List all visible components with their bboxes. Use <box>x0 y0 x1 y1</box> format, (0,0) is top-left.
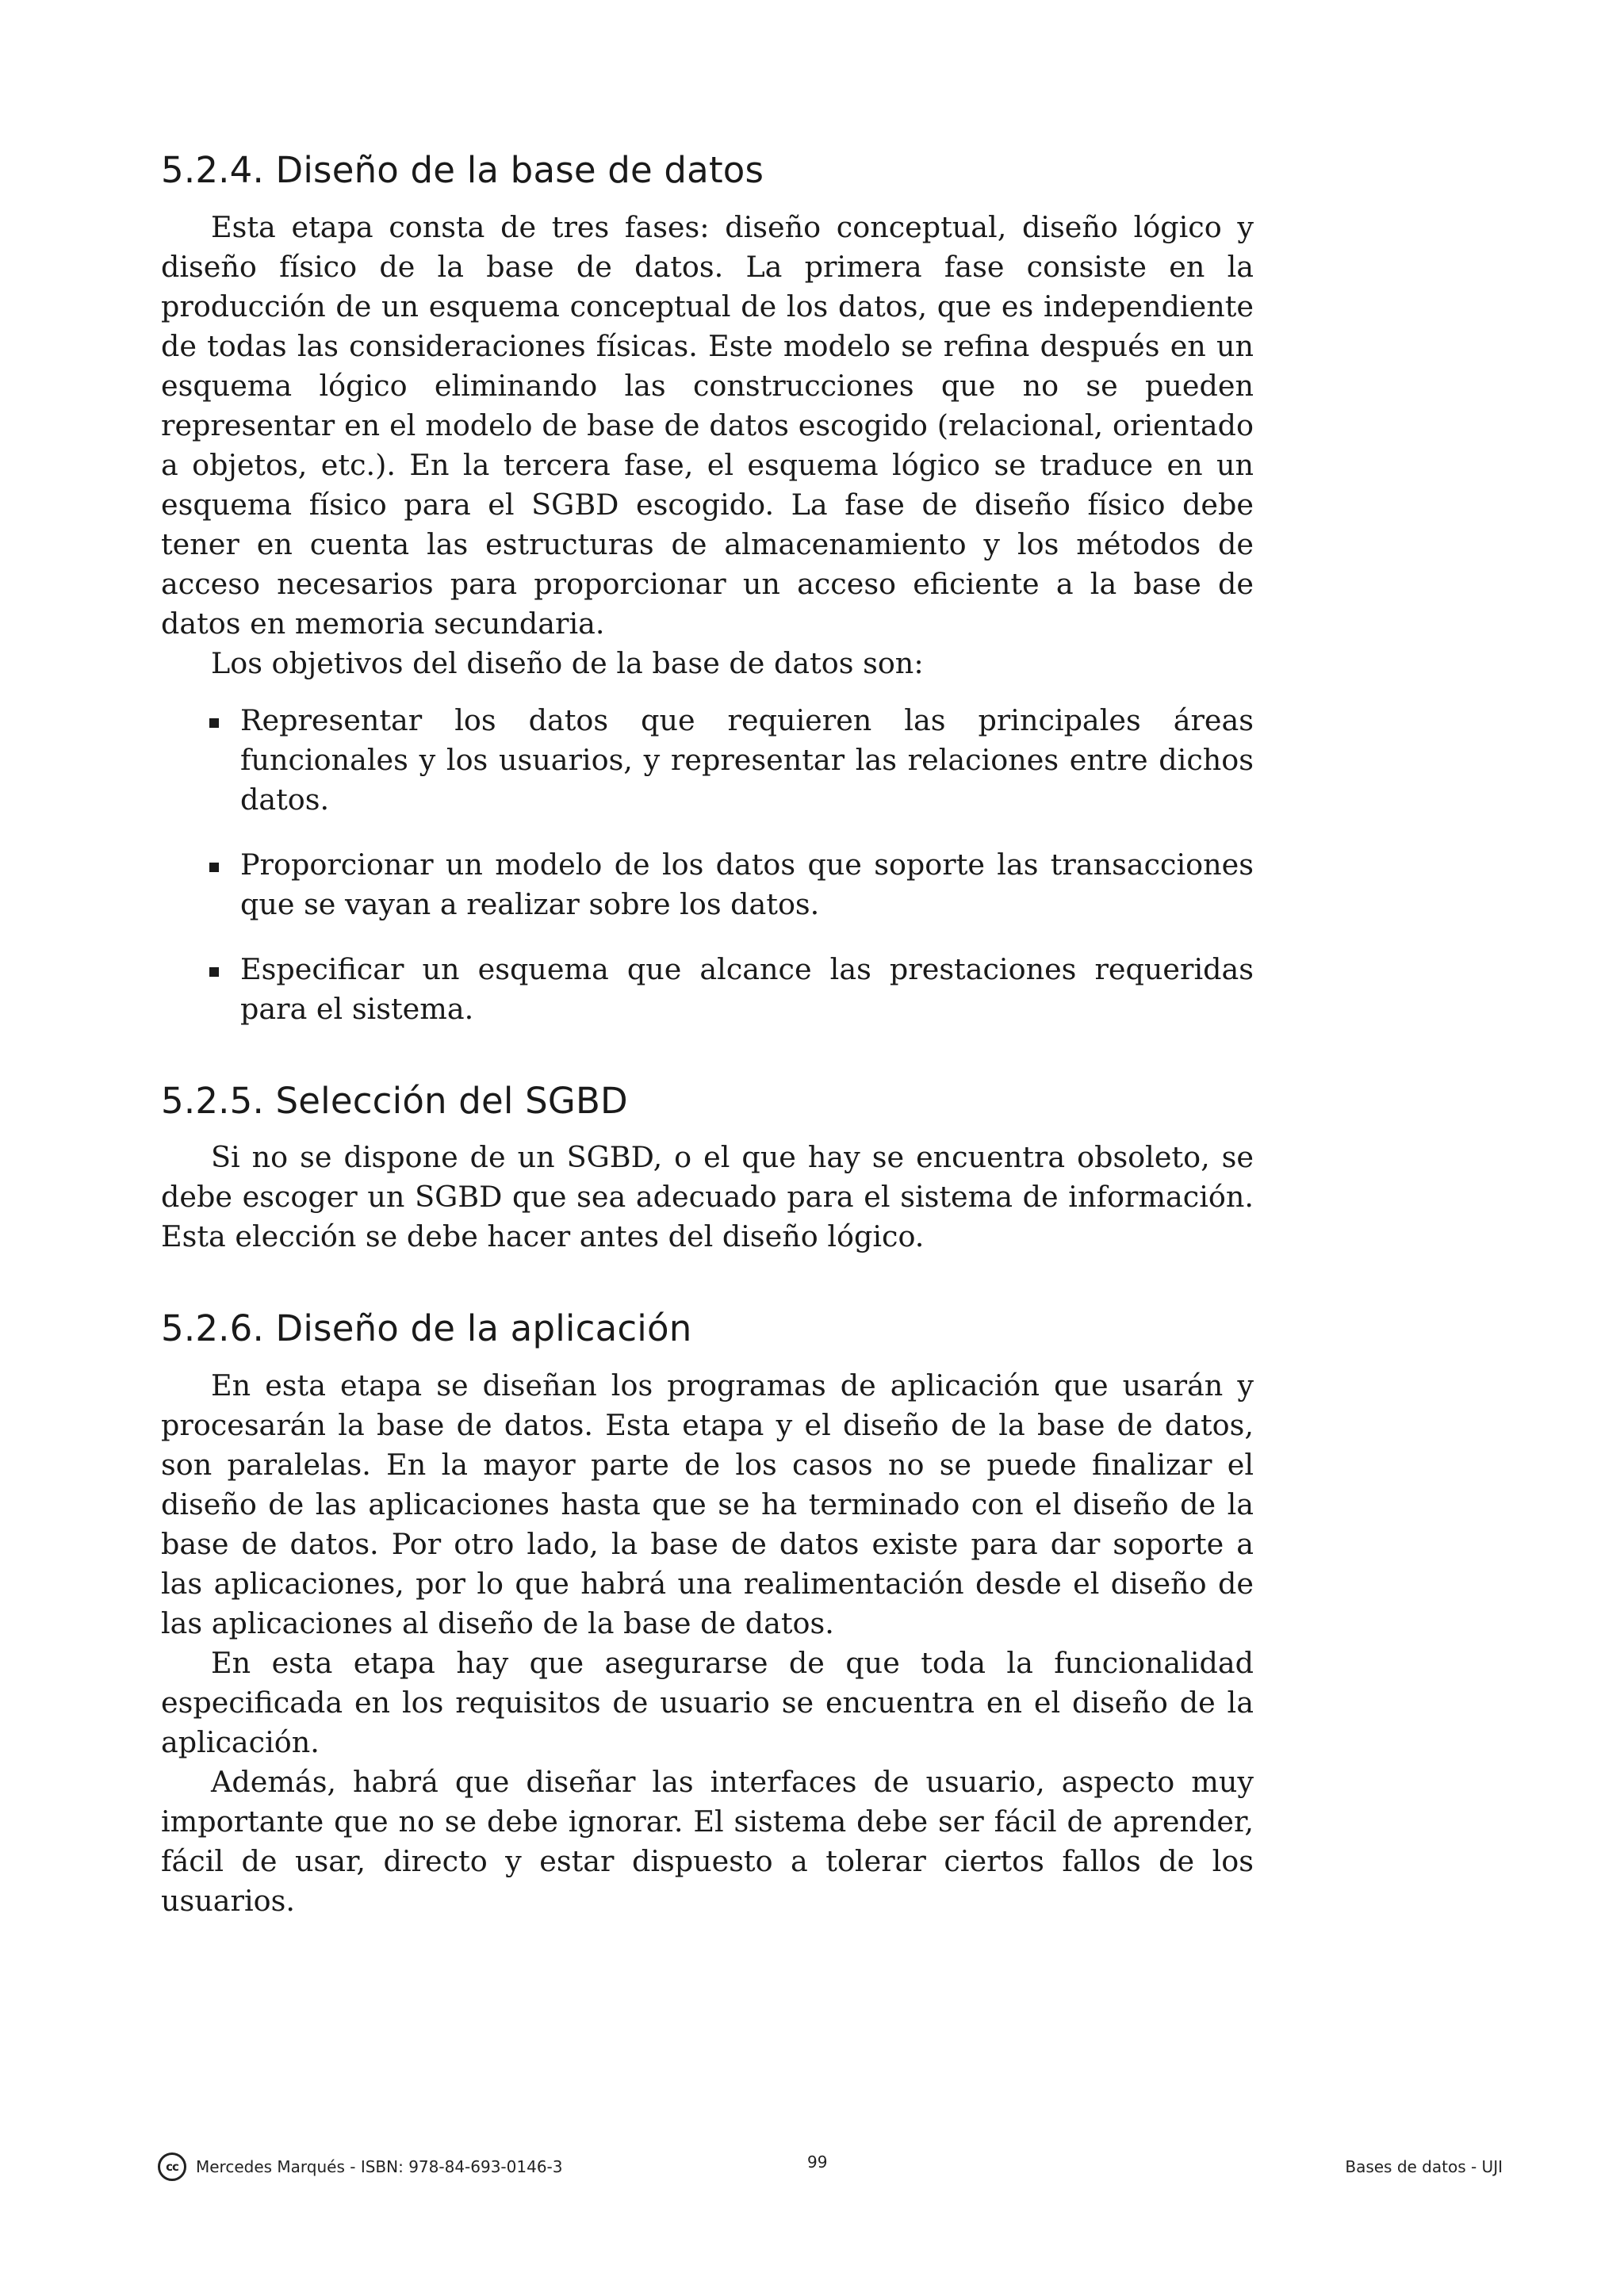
page-footer <box>158 2152 1503 2184</box>
section-diseno-aplicacion <box>161 1309 1254 1921</box>
page-content <box>161 151 1254 1973</box>
square-bullet-icon <box>209 967 219 977</box>
list-item: Especificar un esquema que alcance las prestaciones requeridas para el sistema. <box>161 950 1254 1029</box>
paragraph: En esta etapa se diseñan los programas de aplicación que usarán y procesarán la base de datos. Esta etapa y el diseño de la base de datos, son paralelas. En la mayor parte de los casos no se puede finalizar el diseño de las aplicaciones hasta que se ha terminado con el diseño de la base de datos. Por otro lado, la base de datos existe para dar soporte a las aplicaciones, por lo que habrá una realimentación desde el diseño de las aplicaciones al diseño de la base de datos. <box>161 1368 1254 1640</box>
footer-author <box>158 2152 563 2181</box>
square-bullet-icon <box>209 863 219 872</box>
section-heading: 5.2.4. Diseño de la base de datos <box>161 149 764 191</box>
paragraph: Además, habrá que diseñar las interfaces de usuario, aspecto muy importante que no se debe ignorar. El sistema debe ser fácil de aprender, fácil de usar, directo y estar dispuesto a tolerar ciertos fallos de los usuarios. <box>161 1764 1254 1918</box>
list-item: Representar los datos que requieren las principales áreas funcionales y los usuarios, y representar las relaciones entre dichos datos. <box>161 701 1254 820</box>
paragraph: Los objetivos del diseño de la base de datos son: <box>211 645 924 680</box>
footer-author-text: Mercedes Marqués - ISBN: 978-84-693-0146-3 <box>196 2157 563 2176</box>
page-number: 99 <box>807 2152 828 2172</box>
list-item: Proporcionar un modelo de los datos que soporte las transacciones que se vayan a realizar sobre los datos. <box>161 845 1254 924</box>
footer-book-title: Bases de datos - UJI <box>1345 2157 1503 2176</box>
paragraph: Si no se dispone de un SGBD, o el que hay se encuentra obsoleto, se debe escoger un SGBD que sea adecuado para el sistema de información. Esta elección se debe hacer antes del diseño lógico. <box>161 1140 1254 1253</box>
objectives-list <box>161 701 1254 1029</box>
section-diseno-base-datos <box>161 151 1254 1029</box>
section-seleccion-sgbd <box>161 1081 1254 1257</box>
section-heading: 5.2.6. Diseño de la aplicación <box>161 1307 692 1349</box>
section-heading: 5.2.5. Selección del SGBD <box>161 1079 628 1122</box>
creative-commons-icon: cc <box>158 2152 186 2181</box>
paragraph: En esta etapa hay que asegurarse de que toda la funcionalidad especificada en los requisitos de usuario se encuentra en el diseño de la aplicación. <box>161 1645 1254 1759</box>
square-bullet-icon <box>209 718 219 728</box>
paragraph: Esta etapa consta de tres fases: diseño conceptual, diseño lógico y diseño físico de la base de datos. La primera fase consiste en la producción de un esquema conceptual de los datos, que es independiente de todas las consideraciones físicas. Este modelo se refina después en un esquema lógico eliminando las construcciones que no se pueden representar en el modelo de base de datos escogido (relacional, orientado a objetos, etc.). En la tercera fase, el esquema lógico se traduce en un esquema físico para el SGBD escogido. La fase de diseño físico debe tener en cuenta las estructuras de almacenamiento y los métodos de acceso necesarios para proporcionar un acceso eficiente a la base de datos en memoria secundaria. <box>161 209 1254 641</box>
